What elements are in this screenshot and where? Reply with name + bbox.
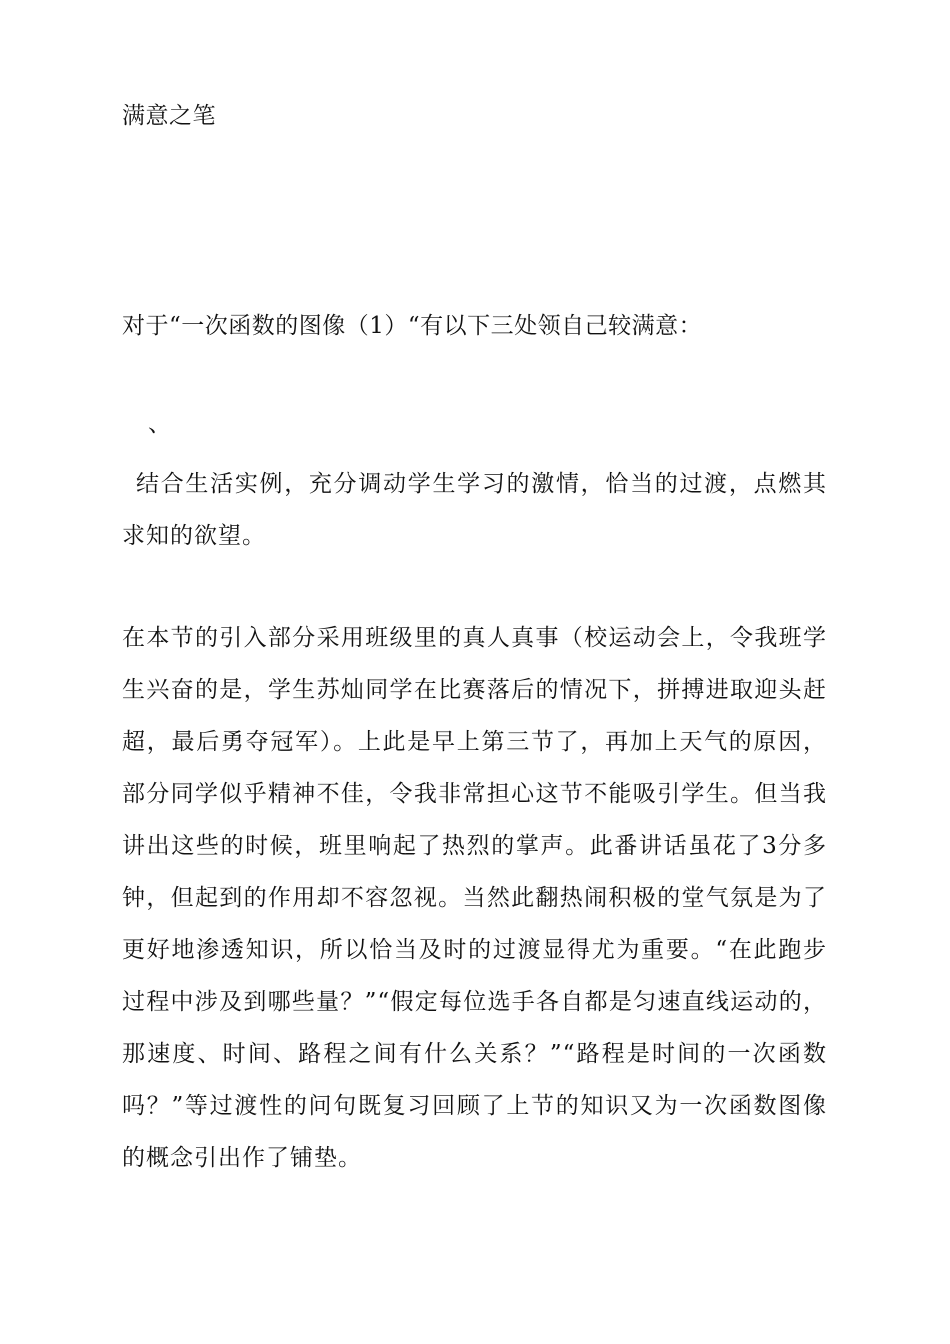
- enumeration-mark: 、: [148, 411, 171, 437]
- body-paragraph: 在本节的引入部分采用班级里的真人真事（校运动会上，令我班学生兴奋的是，学生苏灿同学在比赛落后的情况下，拼搏进取迎头赶超，最后勇夺冠军）。上此是早上第三节了，再加上天气的原因，部分同学似乎精神不佳，令我非常担心这节不能吸引学生。但当我讲出这些的时候，班里响起了热烈的掌声。此番讲话虽花了3分多钟，但起到的作用却不容忽视。当然此翻热闹积极的堂气氛是为了更好地渗透知识，所以恰当及时的过渡显得尤为重要。“在此跑步过程中涉及到哪些量？”“假定每位选手各自都是匀速直线运动的，那速度、时间、路程之间有什么关系？”“路程是时间的一次函数吗？”等过渡性的问句既复习回顾了上节的知识又为一次函数图像的概念引出作了铺垫。: [122, 625, 827, 1171]
- point-one-paragraph: 结合生活实例，充分调动学生学习的激情，恰当的过渡，点燃其求知的欲望。: [122, 471, 827, 549]
- document-heading: 满意之笔: [122, 103, 216, 129]
- intro-sentence: 对于“一次函数的图像（1）“有以下三处领自己较满意：: [122, 313, 703, 339]
